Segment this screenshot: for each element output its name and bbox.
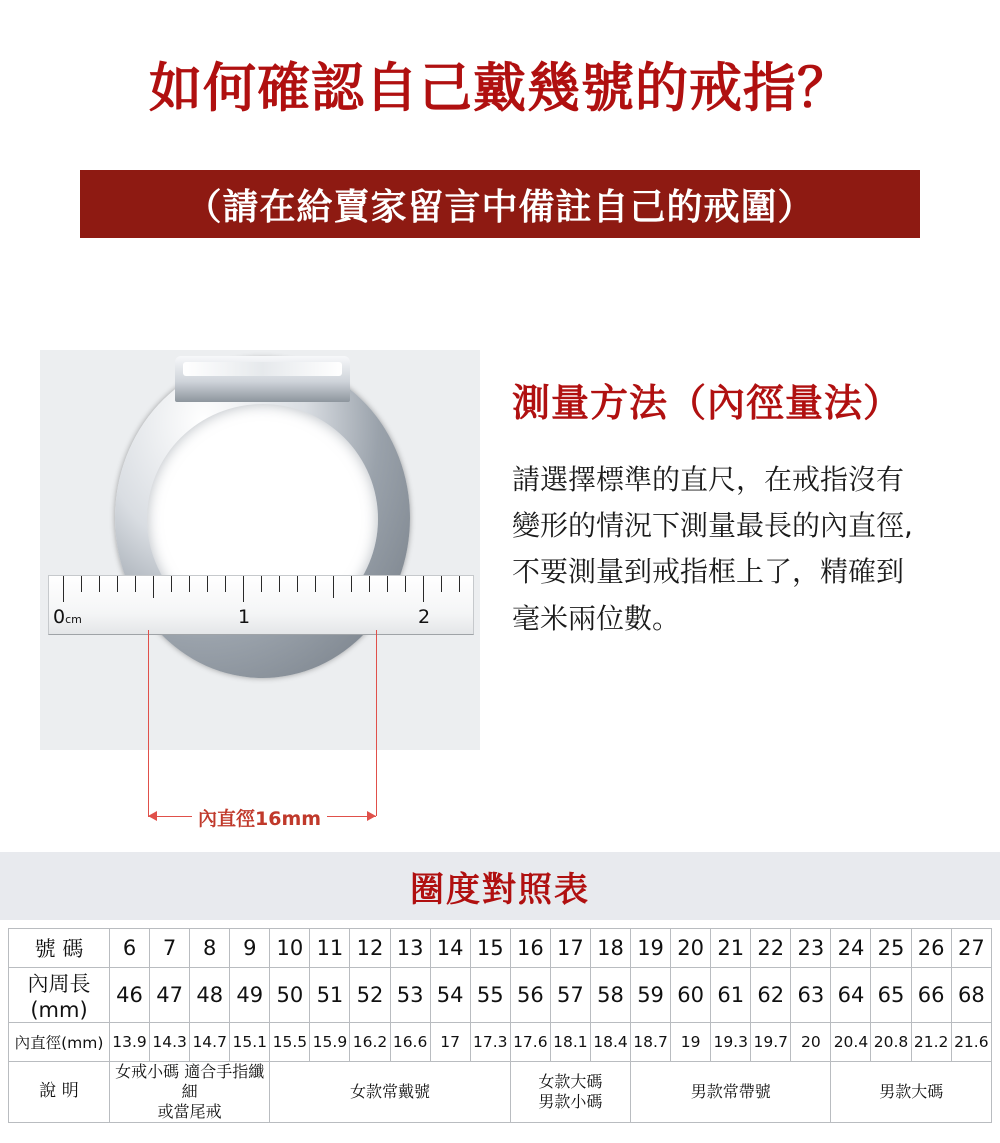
row-label-number: 號 碼 [9, 929, 110, 968]
cell-number-17: 23 [791, 929, 831, 968]
cell-note-2: 女款大碼 男款小碼 [510, 1062, 630, 1123]
table-row-note [9, 1062, 992, 1123]
cell-circumference-2: 48 [190, 968, 230, 1023]
method-line-3: 不要測量到戒指框上了，精確到 [512, 555, 905, 589]
cell-number-19: 25 [871, 929, 911, 968]
cell-circumference-19: 65 [871, 968, 911, 1023]
chart-heading-band [0, 852, 1000, 920]
size-table-body [9, 929, 992, 1123]
cell-number-6: 12 [350, 929, 390, 968]
row-label-diameter: 內直徑(mm) [9, 1023, 110, 1062]
guide-line-right [376, 630, 377, 816]
cell-circumference-18: 64 [831, 968, 871, 1023]
subtitle-text: （請在給賣家留言中備註自己的戒圍） [185, 186, 815, 228]
cell-note-0: 女戒小碼 適合手指纖細 或當尾戒 [110, 1062, 270, 1123]
ruler-mark-1: 1 [238, 606, 251, 628]
cell-diameter-13: 18.7 [631, 1023, 671, 1062]
cell-diameter-0: 13.9 [110, 1023, 150, 1062]
guide-line-left [148, 630, 149, 816]
method-line-4: 毫米兩位數。 [512, 601, 681, 635]
cell-diameter-6: 16.2 [350, 1023, 390, 1062]
row-label-circumference: 內周長(mm) [9, 968, 110, 1023]
cell-circumference-15: 61 [711, 968, 751, 1023]
cell-diameter-7: 16.6 [390, 1023, 430, 1062]
cell-number-7: 13 [390, 929, 430, 968]
dimension-label: 內直徑16mm [192, 804, 327, 831]
cell-circumference-7: 53 [390, 968, 430, 1023]
cell-number-13: 19 [631, 929, 671, 968]
ruler [48, 575, 474, 635]
cell-diameter-15: 19.3 [711, 1023, 751, 1062]
table-row-number [9, 929, 992, 968]
cell-number-4: 10 [270, 929, 310, 968]
dimension-arrow-left [148, 811, 157, 821]
cell-note-3: 男款常帶號 [631, 1062, 831, 1123]
cell-circumference-13: 59 [631, 968, 671, 1023]
table-row-diameter [9, 1023, 992, 1062]
cell-number-20: 26 [911, 929, 951, 968]
cell-number-11: 17 [550, 929, 590, 968]
cell-note-1: 女款常戴號 [270, 1062, 510, 1123]
method-line-2: 變形的情況下測量最長的內直徑, [512, 509, 913, 543]
ruler-mark-2: 2 [418, 606, 431, 628]
cell-note-4: 男款大碼 [831, 1062, 992, 1123]
measurement-method [512, 372, 982, 642]
cell-number-14: 20 [671, 929, 711, 968]
method-heading: 測量方法（內徑量法） [512, 381, 903, 425]
cell-number-9: 15 [470, 929, 510, 968]
cell-circumference-4: 50 [270, 968, 310, 1023]
size-chart [8, 928, 992, 1123]
cell-diameter-10: 17.6 [510, 1023, 550, 1062]
dimension-arrow-right [367, 811, 376, 821]
cell-circumference-6: 52 [350, 968, 390, 1023]
ring-illustration [30, 330, 490, 850]
cell-diameter-5: 15.9 [310, 1023, 350, 1062]
ruler-zero-label: 0cm [53, 606, 82, 628]
cell-circumference-17: 63 [791, 968, 831, 1023]
cell-circumference-1: 47 [150, 968, 190, 1023]
cell-number-5: 11 [310, 929, 350, 968]
cell-diameter-3: 15.1 [230, 1023, 270, 1062]
cell-number-10: 16 [510, 929, 550, 968]
chart-heading: 圈度對照表 [410, 869, 590, 910]
cell-number-21: 27 [951, 929, 991, 968]
cell-diameter-14: 19 [671, 1023, 711, 1062]
size-table [8, 928, 992, 1123]
cell-diameter-21: 21.6 [951, 1023, 991, 1062]
cell-circumference-12: 58 [590, 968, 630, 1023]
row-label-note: 說 明 [9, 1062, 110, 1123]
cell-diameter-1: 14.3 [150, 1023, 190, 1062]
cell-circumference-10: 56 [510, 968, 550, 1023]
cell-number-0: 6 [110, 929, 150, 968]
page-title: 如何確認自己戴幾號的戒指？ [149, 58, 851, 119]
cell-diameter-18: 20.4 [831, 1023, 871, 1062]
cell-circumference-8: 54 [430, 968, 470, 1023]
cell-number-8: 14 [430, 929, 470, 968]
method-line-1: 請選擇標準的直尺，在戒指沒有 [512, 463, 905, 496]
cell-diameter-4: 15.5 [270, 1023, 310, 1062]
cell-circumference-16: 62 [751, 968, 791, 1023]
cell-circumference-11: 57 [550, 968, 590, 1023]
cell-number-1: 7 [150, 929, 190, 968]
cell-diameter-2: 14.7 [190, 1023, 230, 1062]
cell-diameter-17: 20 [791, 1023, 831, 1062]
cell-diameter-12: 18.4 [590, 1023, 630, 1062]
cell-circumference-14: 60 [671, 968, 711, 1023]
subtitle-banner [80, 170, 920, 238]
cell-diameter-9: 17.3 [470, 1023, 510, 1062]
cell-diameter-11: 18.1 [550, 1023, 590, 1062]
cell-circumference-3: 49 [230, 968, 270, 1023]
cell-circumference-20: 66 [911, 968, 951, 1023]
table-row-circumference [9, 968, 992, 1023]
cell-circumference-5: 51 [310, 968, 350, 1023]
cell-circumference-9: 55 [470, 968, 510, 1023]
cell-circumference-21: 68 [951, 968, 991, 1023]
cell-diameter-20: 21.2 [911, 1023, 951, 1062]
cell-number-12: 18 [590, 929, 630, 968]
cell-circumference-0: 46 [110, 968, 150, 1023]
cell-number-16: 22 [751, 929, 791, 968]
cell-number-2: 8 [190, 929, 230, 968]
cell-number-3: 9 [230, 929, 270, 968]
cell-diameter-8: 17 [430, 1023, 470, 1062]
cell-diameter-19: 20.8 [871, 1023, 911, 1062]
cell-diameter-16: 19.7 [751, 1023, 791, 1062]
cell-number-15: 21 [711, 929, 751, 968]
ring-gem [175, 356, 350, 402]
cell-number-18: 24 [831, 929, 871, 968]
